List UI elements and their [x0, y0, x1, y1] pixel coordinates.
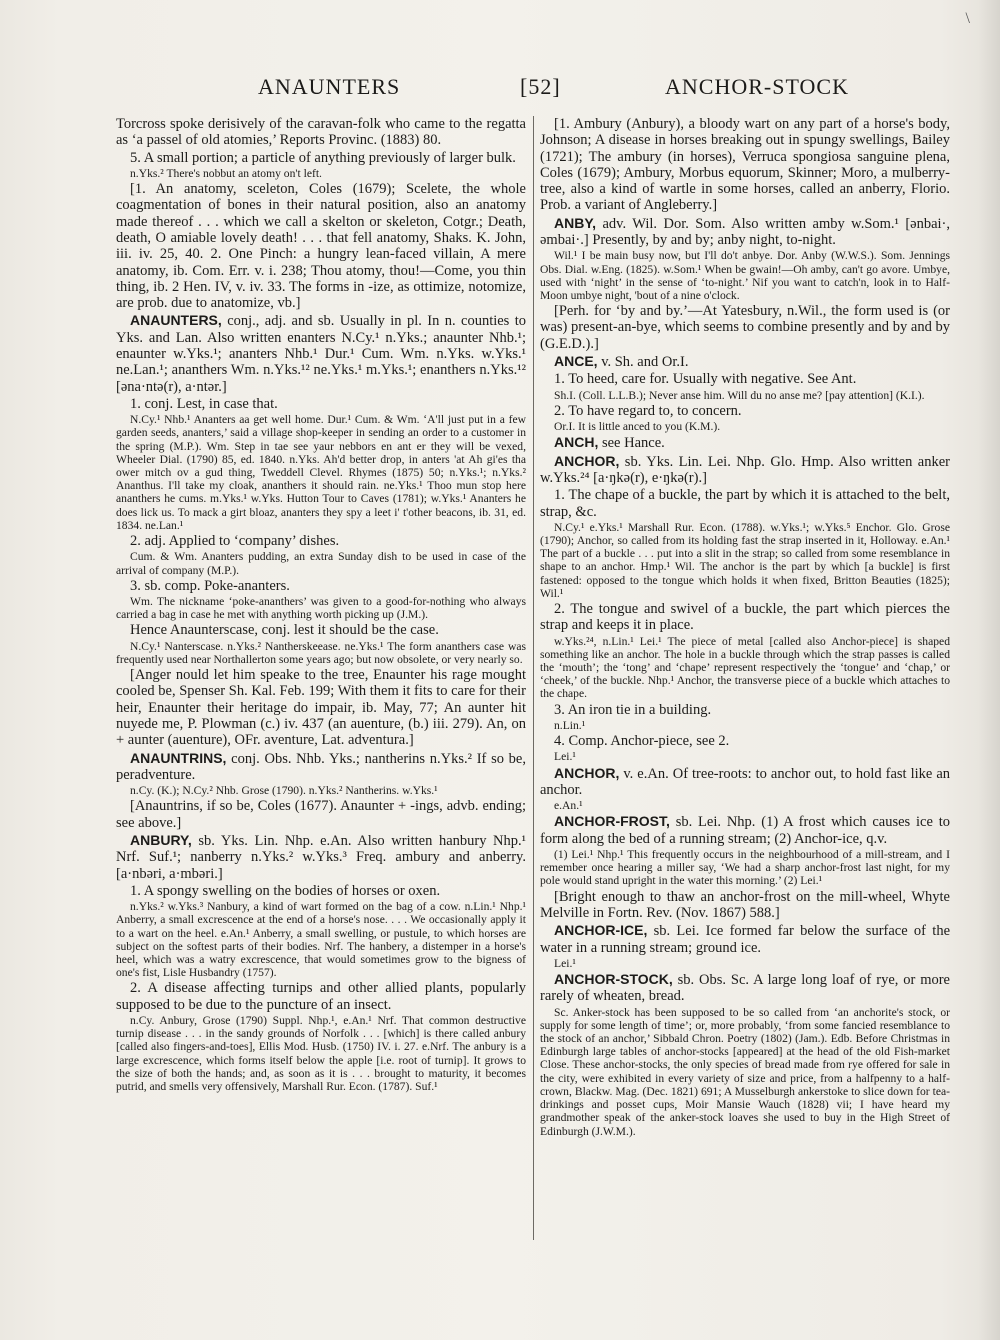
headword: ANCHOR-STOCK, — [554, 971, 673, 988]
margin-mark: \ — [965, 10, 970, 27]
paragraph-text: N.Cy.¹ e.Yks.¹ Marshall Rur. Econ. (1788). w.Yks.¹; w.Yks.⁵ Enchor. Glo. Grose (1790); Anchor, so called from its holding fast the strap inserted in it, Holloway. e.An.¹ The part of a buckle . . . put into a slit in the strap; so called from some resemblance in shape to an anchor. Hmp.¹ Wil. The anchor is the part by which [a buckle] is first fastened: opposed to the tongue which holds it when fixed, Britton Beauties (1825); Wil.¹ — [540, 520, 950, 600]
paragraph-text: see Hance. — [601, 435, 665, 452]
paragraph-text: Cum. & Wm. Ananters pudding, an extra Sunday dish to be used in case of the arrival of company (M.P.). — [116, 550, 526, 577]
text-paragraph — [116, 798, 526, 831]
paragraph-text: 3. sb. comp. Poke-ananters. — [130, 577, 290, 594]
header-left-catchword: ANAUNTERS — [258, 74, 401, 99]
citation-paragraph — [116, 900, 526, 979]
paragraph-text: 1. conj. Lest, in case that. — [130, 395, 278, 412]
entry-paragraph — [540, 434, 950, 451]
entry-paragraph — [540, 971, 950, 1005]
headword: ANBURY, — [130, 832, 192, 849]
headword: ANBY, — [554, 214, 597, 231]
citation-paragraph — [540, 635, 950, 701]
paragraph-text: 3. An iron tie in a building. — [554, 701, 712, 718]
headword: ANCHOR-ICE, — [554, 922, 648, 939]
entry-paragraph — [540, 453, 950, 487]
text-paragraph — [540, 889, 950, 922]
paragraph-text: [Bright enough to thaw an anchor-frost on the mill-wheel, Whyte Melville in Fortn. Rev. (Nov. 1867) 588.] — [540, 888, 950, 921]
paragraph-text: [Anger nould let him speake to the tree, Enaunter his rage mought cooled be, Spenser Sh. Kal. Feb. 199; With them it fits to care for their heir, Enaunter their heritage do impair, ib. May, 77; An aunter hit nuyede me, P. Plowman (c.) iv. 437 (an auenture, (b.) iii. 279). An, on + aunter (auenture), OFr. aventure, Lat. adventura.] — [116, 667, 526, 749]
paragraph-text: Hence Anaunterscase, conj. lest it should be the case. — [130, 622, 439, 639]
paragraph-text: Torcross spoke derisively of the caravan-folk who came to the regatta as ‘a passel of old atomies,’ Reports Provinc. (1883) 80. — [116, 116, 526, 149]
paragraph-text: sb. Lei. Nhp. (1) A frost which causes ice to form along the bed of a running stream; (2) Anchor-ice, q.v. — [540, 814, 950, 847]
paragraph-text: 1. A spongy swelling on the bodies of horses or oxen. — [130, 882, 441, 899]
headword: ANCE, — [554, 353, 598, 370]
citation-paragraph — [116, 413, 526, 532]
paragraph-text: Or.I. It is little anced to you (K.M.). — [554, 420, 721, 434]
paragraph-text: 2. The tongue and swivel of a buckle, the part which pierces the strap and keeps it in place. — [540, 601, 950, 634]
page-number: [52] — [520, 74, 561, 99]
headword: ANCH, — [554, 434, 599, 451]
paragraph-text: sb. Yks. Lin. Lei. Nhp. Glo. Hmp. Also written anker w.Yks.²⁴ [a·ŋkə(r), e·ŋkə(r).] — [540, 453, 950, 486]
paragraph-text: [Anauntrins, if so be, Coles (1677). Anaunter + -ings, advb. ending; see above.] — [116, 798, 526, 831]
text-paragraph — [540, 116, 950, 214]
left-column — [116, 116, 526, 1296]
paragraph-text: N.Cy.¹ Nhb.¹ Ananters aa get well home. Dur.¹ Cum. & Wm. ‘A'll just put in a few garden seeds, ananters,’ said a village shop-keeper in sending an order to a customer in the spring (M.P.). Wm. Step in tae see yaur nebbors en ant er they will be vexed, Wheeler Dial. (1790) 85, ed. 1840. n.Yks. Ah'd better drop, in anters 'at Ah gi'es tha ower mitch ov a gud thing, Tweddell Clevel. Rhymes (1875) 50; n.Yks.¹; n.Yks.² Ananthus. I'll take my cloak, ananthers it should rain. ne.Yks.¹ Thoo mun stop here ananthers he cums. m.Yks.¹ w.Yks. Hutton Tour to Caves (1781); w.Yks.¹ Ananters he does lick us. To mack a girt bloaz, ananters they spy a leet i' t'other beacons, ib. 31, ed. 1834. ne.Lan.¹ — [116, 413, 526, 532]
citation-paragraph — [116, 167, 526, 180]
text-paragraph — [540, 371, 950, 387]
paragraph-text: [Perh. for ‘by and by.’—At Yatesbury, n.Wil., the form used is (or was) present-an-bye, which seems to combine presently and by and by (G.E.D.).] — [540, 303, 950, 352]
right-column — [540, 116, 950, 1296]
paragraph-text: Wil.¹ I be main busy now, but I'll do't anbye. Dor. Anby (W.W.S.). Som. Jennings Obs. Dial. w.Eng. (1825). w.Som.¹ When be gwain!—Oh amby, can't go avore. Umbye, used with ‘night’ in the sense of ‘to-night.’ Nif you want to catch'n, look in to Half-Moon umbye night, 'bout of a nine o'clock. — [540, 249, 950, 302]
paragraph-text: 1. The chape of a buckle, the part by which it is attached to the belt, strap, &c. — [540, 487, 950, 520]
citation-paragraph — [540, 521, 950, 600]
text-paragraph — [116, 181, 526, 311]
paragraph-text: v. e.An. Of tree-roots: to anchor out, to hold fast like an anchor. — [540, 765, 950, 798]
paragraph-text: conj. Obs. Nhb. Yks.; nantherins n.Yks.² If so be, peradventure. — [116, 750, 526, 783]
entry-paragraph — [116, 832, 526, 882]
citation-paragraph — [116, 784, 526, 797]
paragraph-text: 1. To heed, care for. Usually with negative. See Ant. — [554, 371, 857, 388]
paragraph-text: 2. A disease affecting turnips and other allied plants, popularly supposed to be due to the puncture of an insect. — [116, 980, 526, 1013]
page-fold-shadow — [978, 0, 1000, 1340]
entry-paragraph — [116, 312, 526, 394]
text-paragraph — [540, 303, 950, 352]
paragraph-text: [1. Ambury (Anbury), a bloody wart on any part of a horse's body, Johnson; A disease in horses breaking out in spungy swellings, Bailey (1721); The ambury (in horses), Verruca spongiosa sanguine plena, Coles (1679); Ambury, Morbus equorum, Skinner; Moro, a mulberry-tree, also a kind of wartle in some horses, called an anberry, Florio. Prob. a variant of Angleberry.] — [540, 116, 950, 214]
text-paragraph — [540, 702, 950, 718]
paragraph-text: v. Sh. and Or.I. — [601, 354, 689, 371]
entry-paragraph — [116, 750, 526, 784]
citation-paragraph — [116, 550, 526, 576]
paragraph-text: 4. Comp. Anchor-piece, see 2. — [554, 733, 730, 750]
text-paragraph — [116, 533, 526, 549]
paragraph-text: 5. A small portion; a particle of anything previously of larger bulk. — [130, 149, 516, 166]
citation-paragraph — [540, 420, 950, 433]
paragraph-text: w.Yks.²⁴, n.Lin.¹ Lei.¹ The piece of metal [called also Anchor-piece] is shaped something like an anchor. The hole in a buckle through which the strap passes is called the ‘mouth’; the ‘tong’ and ‘chape’ represent respectively the ‘tongue’ and ‘chap,’ or ‘cheek,’ of the buckle. Nhp.¹ Anchor, the transverse piece of a buckle which attaches to the chape. — [540, 634, 950, 701]
paragraph-text: Sh.I. (Coll. L.L.B.); Never anse him. Will du no anse me? [pay attention] (K.I.). — [554, 388, 925, 402]
text-paragraph — [116, 980, 526, 1013]
citation-paragraph — [540, 848, 950, 888]
paragraph-text: N.Cy.¹ Nanterscase. n.Yks.² Nantherskeease. ne.Yks.¹ The form ananthers case was frequently used near Northallerton some years ago; but now obsolete, or very nearly so. — [116, 639, 526, 666]
headword: ANAUNTRINS, — [130, 749, 227, 766]
paragraph-text: n.Yks.² There's nobbut an atomy on't left. — [130, 166, 322, 180]
citation-paragraph — [116, 595, 526, 621]
text-paragraph — [540, 601, 950, 634]
paragraph-text: Sc. Anker-stock has been supposed to be so called from ‘an anchorite's stock, or supply for some length of time’; or, more probably, ‘from some fancied resemblance to the stock of an anchor,’ Sibbald Chron. Poetry (1802) (Jam.). Edb. Before Christmas in Edinburgh large tables of anchor-stocks [appeared] at the head of the old Fish-market Close. These anchor-stocks, the only species of bread made from rye offered for sale in the city, were exhibited in every variety of size and price, from a halfpenny to a half-crown, Blackw. Mag. (Dec. 1821) 691; A Musselburgh ankerstoke to slice down for tea-drinkings and posset cups, Moir Mansie Wauch (1828) vii; I have heard my grandmother speak of the anker-stock loaves she used to buy in the High Street of Edinburgh (J.W.M.). — [540, 1005, 950, 1138]
paragraph-text: n.Yks.² w.Yks.³ Nanbury, a kind of wart formed on the bag of a cow. n.Lin.¹ Nhp.¹ Anberry, a small excrescence at the end of a horse's nose. . . . We occasionally apply it to a wart on the heel. e.An.¹ Anberry, a small swelling, or pustule, to which horses are subject on the softest parts of their bodies. Nrf. The hanbery, a distemper in a horse's heel, which was a watry excrescence, that would sometimes grow to the bigness of one's fist, Lisle Husbandry (1757). — [116, 900, 526, 980]
paragraph-text: n.Cy. Anbury, Grose (1790) Suppl. Nhp.¹, e.An.¹ Nrf. That common destructive turnip disease . . . in the sandy grounds of Norfolk . . . [which] is there called anbury [called also fingers-and-toes], Ellis Mod. Husb. (1750) IV. i. 27. e.Nrf. The anbury is a large excrescence, which forms itself below the apple [i.e. root of turnip]. It grows to the size of both the hands; and, as soon as it is . . . brought to maturity, it becomes putrid, and smells very offensively, Marshall Rur. Econ. (1787). Suf.¹ — [116, 1014, 526, 1094]
running-header — [110, 74, 900, 104]
text-paragraph — [116, 667, 526, 748]
citation-paragraph — [540, 249, 950, 302]
paragraph-text: sb. Lei. Ice formed far below the surface of the water in a running stream; ground ice. — [540, 923, 950, 956]
citation-paragraph — [116, 1014, 526, 1093]
citation-paragraph — [540, 799, 950, 812]
paragraph-text: [1. An anatomy, sceleton, Coles (1679); Scelete, the whole coagmentation of bones in their natural position, also an anatomy made thereof . . . which we call a skelton or skeleton, Cotgr.; Death, death, O amiable lovely death! . . . that fell anatomy, Shaks. K. John, iii. iv. 25, 40. 2. One Pinch: a hungry lean-faced villain, A mere anatomy, ib. Com. Err. v. i. 238; Thou atomy, thou!—Come, you thin thing, ib. 2 Hen. IV, v. iv. 33. The forms in -ize, as ottimize, notomize, are prob. due to anatomize, vb.] — [116, 181, 526, 312]
paragraph-text: Lei.¹ — [554, 956, 576, 970]
paragraph-text: conj., adj. and sb. Usually in pl. In n. counties to Yks. and Lan. Also written enanters N.Cy.¹ n.Yks.; anaunter Nhb.¹; enaunter w.Yks.¹; ananters Nhb.¹ Dur.¹ Cum. Wm. n.Yks. w.Yks.¹ ne.Lan.¹; ananthers Wm. n.Yks.¹² ne.Yks.¹ m.Yks.¹; enanthers n.Yks.¹² [əna·ntə(r), a·ntər.] — [116, 313, 526, 395]
headword: ANCHOR-FROST, — [554, 813, 670, 830]
paragraph-text: Lei.¹ — [554, 750, 576, 764]
paragraph-text: Wm. The nickname ‘poke-ananthers’ was given to a good-for-nothing who always carried a bag in case he met with anything worth picking up (J.M.). — [116, 595, 526, 622]
text-paragraph — [116, 883, 526, 899]
entry-paragraph — [540, 215, 950, 249]
citation-paragraph — [540, 1006, 950, 1138]
citation-paragraph — [540, 389, 950, 402]
text-paragraph — [540, 733, 950, 749]
headword: ANCHOR, — [554, 764, 620, 781]
paragraph-text: adv. Wil. Dor. Som. Also written amby w.Som.¹ [ənbai·, əmbai·.] Presently, by and by; anby night, to-night. — [540, 215, 950, 249]
citation-paragraph — [540, 957, 950, 970]
header-right-catchword: ANCHOR-STOCK — [665, 74, 849, 99]
paragraph-text: sb. Obs. Sc. A large long loaf of rye, or more rarely of wheaten, bread. — [540, 972, 950, 1005]
text-paragraph — [116, 578, 526, 594]
text-paragraph — [540, 403, 950, 419]
citation-paragraph — [540, 719, 950, 732]
paragraph-text: e.An.¹ — [554, 799, 583, 813]
paragraph-text: 2. To have regard to, to concern. — [554, 402, 742, 419]
paragraph-text: (1) Lei.¹ Nhp.¹ This frequently occurs in the neighbourhood of a mill-stream, and I remember once hearing a miller say, ‘We had a sharp anchor-frost last night, for my pole would stand upright in the water this morning.’ (2) Lei.¹ — [540, 848, 950, 888]
citation-paragraph — [540, 750, 950, 763]
entry-paragraph — [540, 922, 950, 956]
paragraph-text: sb. Yks. Lin. Nhp. e.An. Also written hanbury Nhp.¹ Nrf. Suf.¹; nanberry n.Yks.² w.Yks.³ Freq. ambury and anberry. [a·nbəri, a·mbəri.] — [116, 833, 526, 882]
text-paragraph — [116, 116, 526, 149]
headword: ANAUNTERS, — [130, 312, 222, 329]
entry-paragraph — [540, 765, 950, 799]
text-paragraph — [116, 622, 526, 638]
text-paragraph — [540, 487, 950, 520]
headword: ANCHOR, — [554, 452, 620, 469]
column-rule — [533, 116, 534, 1240]
text-paragraph — [116, 150, 526, 166]
text-paragraph — [116, 396, 526, 412]
paragraph-text: n.Lin.¹ — [554, 718, 586, 732]
citation-paragraph — [116, 640, 526, 666]
entry-paragraph — [540, 813, 950, 847]
paragraph-text: 2. adj. Applied to ‘company’ dishes. — [130, 533, 340, 550]
entry-paragraph — [540, 353, 950, 370]
paragraph-text: n.Cy. (K.); N.Cy.² Nhb. Grose (1790). n.Yks.² Nantherins. w.Yks.¹ — [130, 784, 438, 798]
